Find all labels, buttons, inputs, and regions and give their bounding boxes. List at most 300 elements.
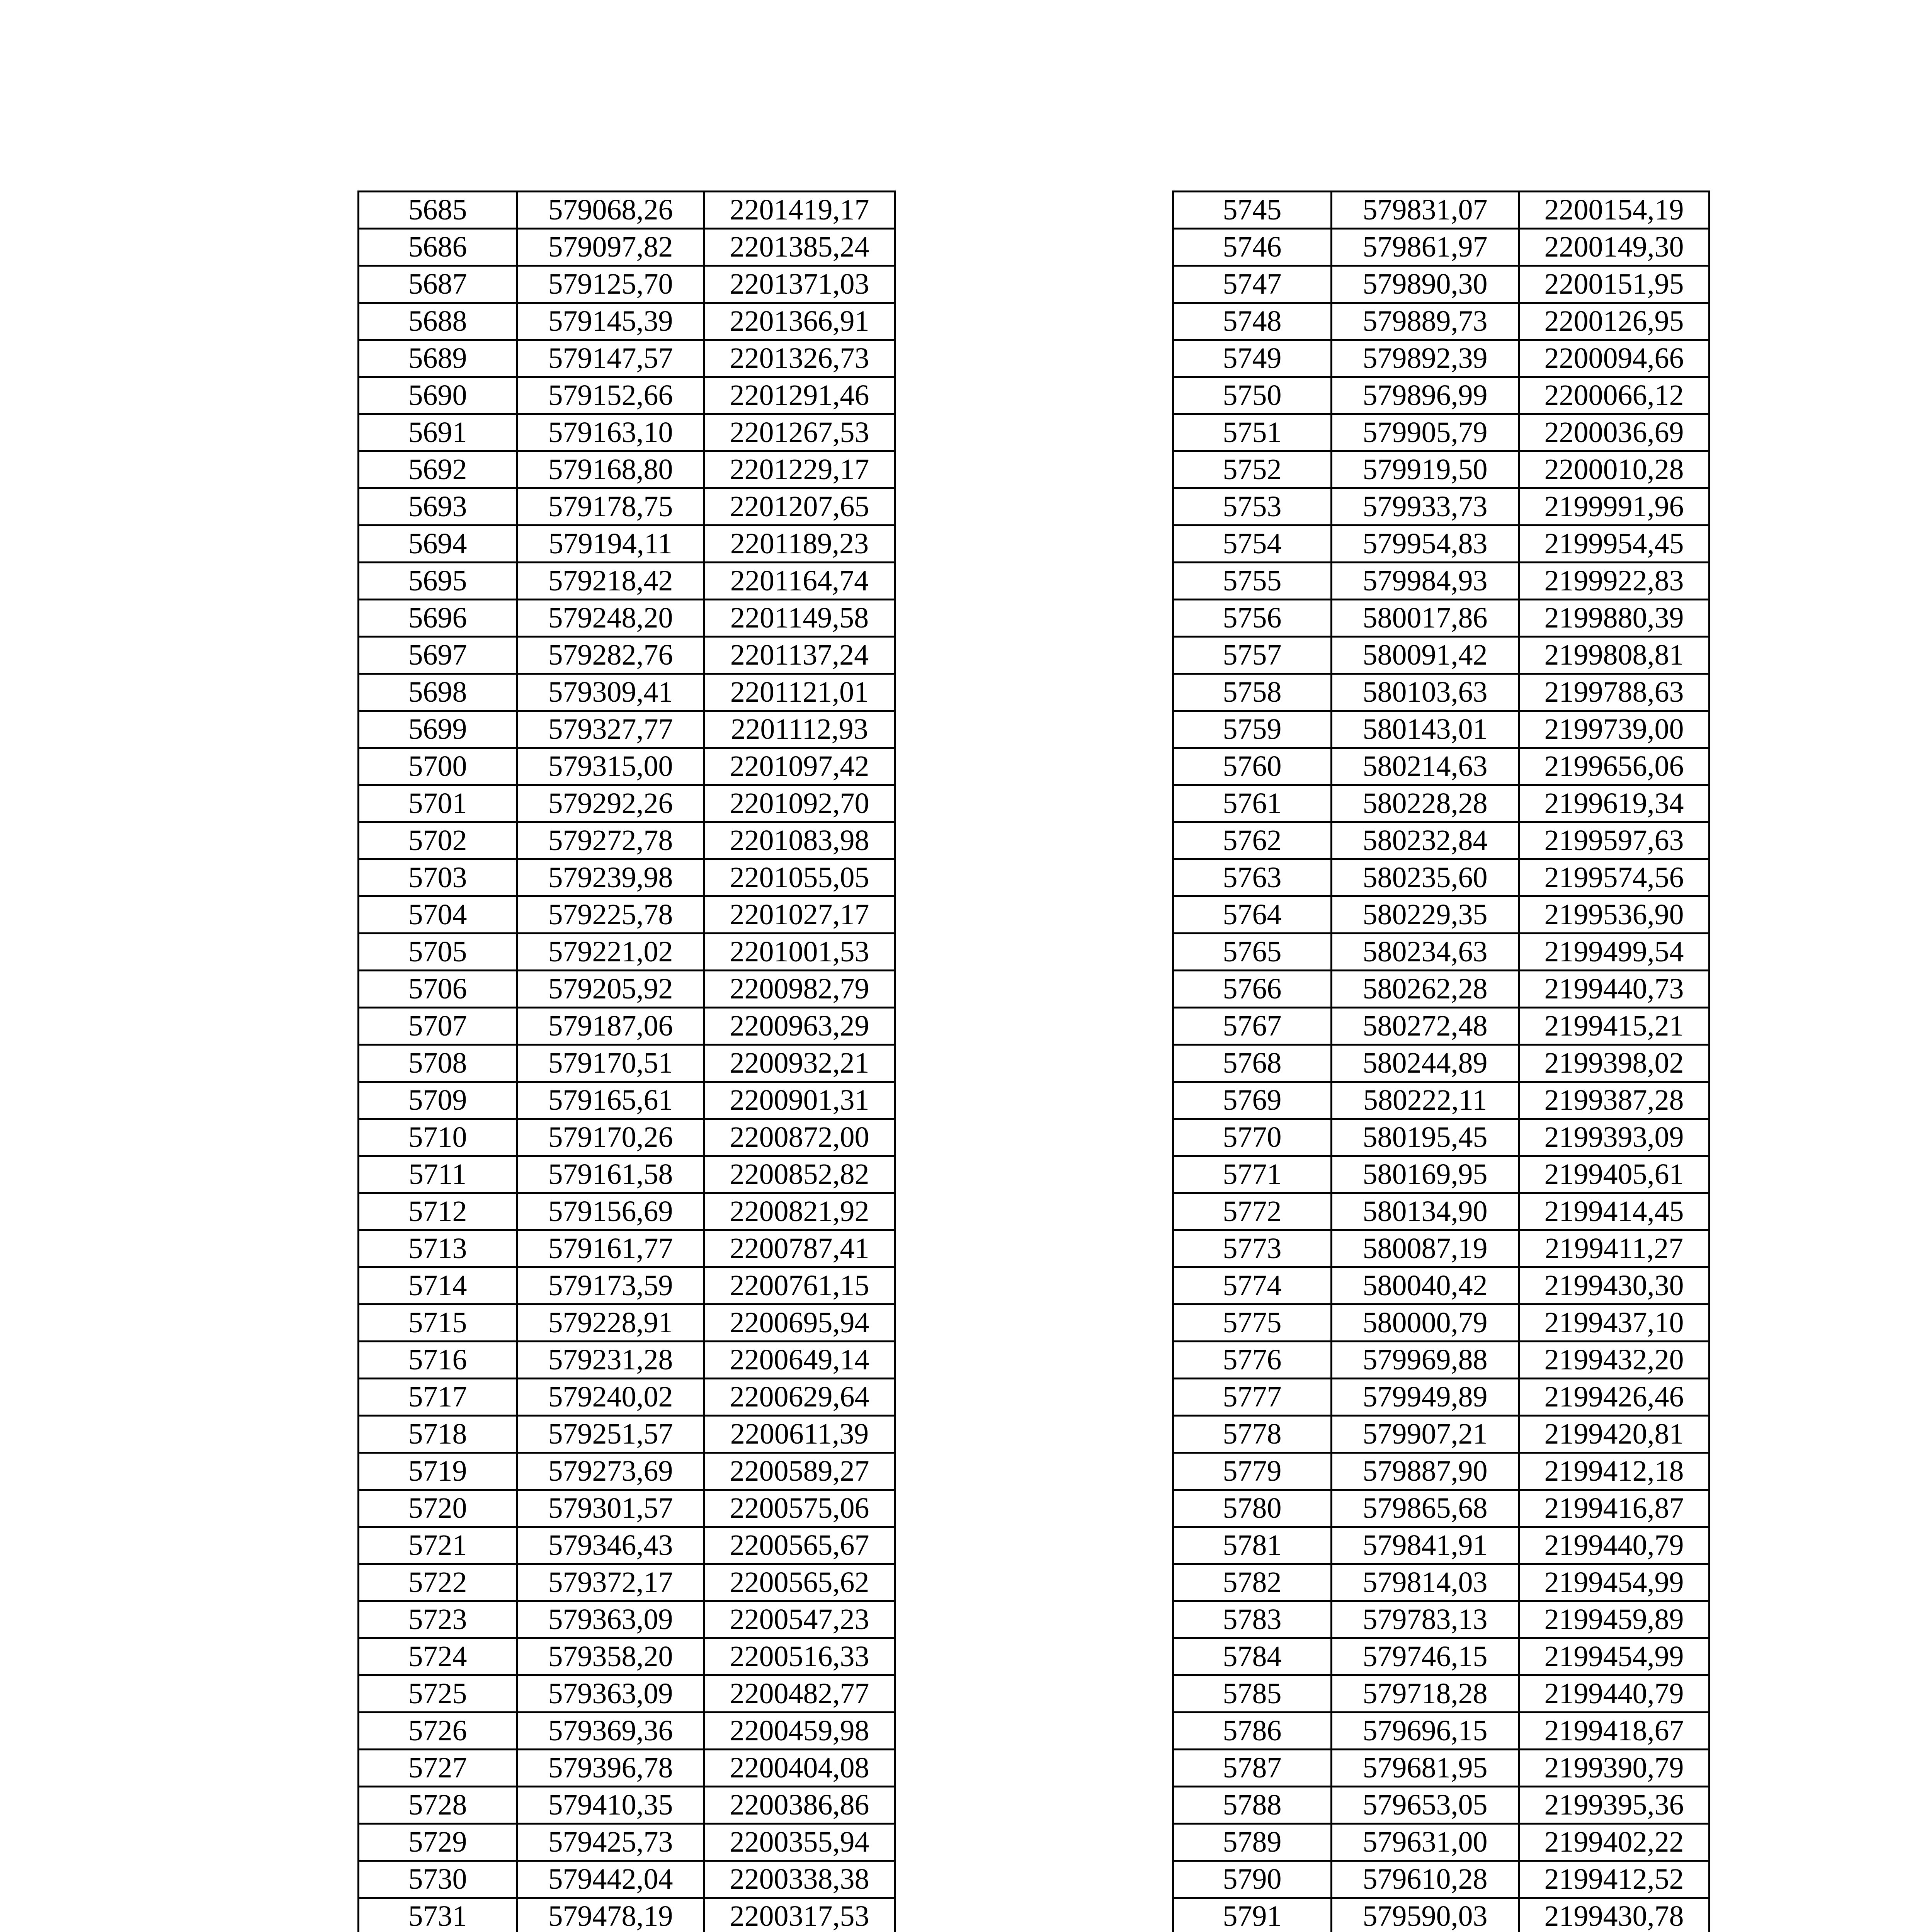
x-coordinate-cell: 579905,79 (1332, 414, 1519, 451)
table-row (1173, 785, 1709, 822)
table-row (359, 1824, 895, 1861)
point-number-cell: 5766 (1173, 971, 1332, 1008)
point-number-cell: 5696 (359, 600, 517, 637)
y-coordinate-cell: 2199454,99 (1519, 1638, 1709, 1675)
y-coordinate-cell: 2200852,82 (704, 1156, 895, 1193)
y-coordinate-cell: 2200821,92 (704, 1193, 895, 1230)
y-coordinate-cell: 2199387,28 (1519, 1082, 1709, 1119)
table-row (1173, 674, 1709, 711)
x-coordinate-cell: 579887,90 (1332, 1453, 1519, 1490)
table-row (359, 1527, 895, 1564)
x-coordinate-cell: 579170,26 (517, 1119, 704, 1156)
x-coordinate-cell: 580229,35 (1332, 896, 1519, 934)
table-row (359, 1564, 895, 1601)
y-coordinate-cell: 2200151,95 (1519, 266, 1709, 303)
point-number-cell: 5783 (1173, 1601, 1332, 1638)
table-row (1173, 748, 1709, 785)
table-row (1173, 488, 1709, 526)
y-coordinate-cell: 2200565,67 (704, 1527, 895, 1564)
y-coordinate-cell: 2201371,03 (704, 266, 895, 303)
x-coordinate-cell: 579309,41 (517, 674, 704, 711)
x-coordinate-cell: 579282,76 (517, 637, 704, 674)
point-number-cell: 5709 (359, 1082, 517, 1119)
y-coordinate-cell: 2201189,23 (704, 526, 895, 563)
y-coordinate-cell: 2199536,90 (1519, 896, 1709, 934)
point-number-cell: 5686 (359, 229, 517, 266)
table-row (1173, 1527, 1709, 1564)
point-number-cell: 5764 (1173, 896, 1332, 934)
table-row (359, 1082, 895, 1119)
point-number-cell: 5702 (359, 822, 517, 859)
x-coordinate-cell: 580232,84 (1332, 822, 1519, 859)
table-row (1173, 896, 1709, 934)
x-coordinate-cell: 579163,10 (517, 414, 704, 451)
y-coordinate-cell: 2199393,09 (1519, 1119, 1709, 1156)
table-row (359, 1119, 895, 1156)
x-coordinate-cell: 579273,69 (517, 1453, 704, 1490)
table-row (359, 896, 895, 934)
y-coordinate-cell: 2199922,83 (1519, 563, 1709, 600)
x-coordinate-cell: 579783,13 (1332, 1601, 1519, 1638)
y-coordinate-cell: 2199405,61 (1519, 1156, 1709, 1193)
x-coordinate-cell: 580091,42 (1332, 637, 1519, 674)
table-row (1173, 934, 1709, 971)
point-number-cell: 5780 (1173, 1490, 1332, 1527)
point-number-cell: 5756 (1173, 600, 1332, 637)
point-number-cell: 5724 (359, 1638, 517, 1675)
x-coordinate-cell: 579187,06 (517, 1008, 704, 1045)
x-coordinate-cell: 580000,79 (1332, 1304, 1519, 1342)
x-coordinate-cell: 579097,82 (517, 229, 704, 266)
x-coordinate-cell: 579147,57 (517, 340, 704, 377)
y-coordinate-cell: 2200010,28 (1519, 451, 1709, 488)
point-number-cell: 5699 (359, 711, 517, 748)
table-row (359, 1045, 895, 1082)
table-row (1173, 1675, 1709, 1713)
point-number-cell: 5703 (359, 859, 517, 896)
y-coordinate-cell: 2199440,73 (1519, 971, 1709, 1008)
y-coordinate-cell: 2200932,21 (704, 1045, 895, 1082)
table-row (359, 1193, 895, 1230)
table-row (1173, 1082, 1709, 1119)
point-number-cell: 5749 (1173, 340, 1332, 377)
x-coordinate-cell: 579718,28 (1332, 1675, 1519, 1713)
point-number-cell: 5717 (359, 1379, 517, 1416)
point-number-cell: 5716 (359, 1342, 517, 1379)
point-number-cell: 5768 (1173, 1045, 1332, 1082)
y-coordinate-cell: 2199398,02 (1519, 1045, 1709, 1082)
y-coordinate-cell: 2200404,08 (704, 1750, 895, 1787)
point-number-cell: 5713 (359, 1230, 517, 1267)
point-number-cell: 5726 (359, 1713, 517, 1750)
y-coordinate-cell: 2199411,27 (1519, 1230, 1709, 1267)
x-coordinate-cell: 579425,73 (517, 1824, 704, 1861)
y-coordinate-cell: 2199415,21 (1519, 1008, 1709, 1045)
table-row (359, 1230, 895, 1267)
point-number-cell: 5693 (359, 488, 517, 526)
x-coordinate-cell: 579396,78 (517, 1750, 704, 1787)
y-coordinate-cell: 2201419,17 (704, 192, 895, 229)
table-row (359, 563, 895, 600)
x-coordinate-cell: 579165,61 (517, 1082, 704, 1119)
point-number-cell: 5782 (1173, 1564, 1332, 1601)
point-number-cell: 5710 (359, 1119, 517, 1156)
y-coordinate-cell: 2200872,00 (704, 1119, 895, 1156)
point-number-cell: 5762 (1173, 822, 1332, 859)
table-row (359, 1379, 895, 1416)
y-coordinate-cell: 2200787,41 (704, 1230, 895, 1267)
x-coordinate-cell: 579168,80 (517, 451, 704, 488)
x-coordinate-cell: 580222,11 (1332, 1082, 1519, 1119)
table-row (359, 1750, 895, 1787)
x-coordinate-cell: 580214,63 (1332, 748, 1519, 785)
x-coordinate-cell: 579363,09 (517, 1675, 704, 1713)
point-number-cell: 5785 (1173, 1675, 1332, 1713)
point-number-cell: 5711 (359, 1156, 517, 1193)
point-number-cell: 5769 (1173, 1082, 1332, 1119)
y-coordinate-cell: 2199954,45 (1519, 526, 1709, 563)
y-coordinate-cell: 2199412,18 (1519, 1453, 1709, 1490)
point-number-cell: 5697 (359, 637, 517, 674)
table-row (359, 1453, 895, 1490)
x-coordinate-cell: 579969,88 (1332, 1342, 1519, 1379)
table-row (1173, 971, 1709, 1008)
point-number-cell: 5746 (1173, 229, 1332, 266)
y-coordinate-cell: 2199619,34 (1519, 785, 1709, 822)
point-number-cell: 5747 (1173, 266, 1332, 303)
table-row (1173, 822, 1709, 859)
table-row (1173, 711, 1709, 748)
x-coordinate-cell: 579896,99 (1332, 377, 1519, 414)
table-row (1173, 229, 1709, 266)
x-coordinate-cell: 579841,91 (1332, 1527, 1519, 1564)
table-row (359, 488, 895, 526)
table-row (1173, 303, 1709, 340)
point-number-cell: 5731 (359, 1898, 517, 1932)
x-coordinate-cell: 579156,69 (517, 1193, 704, 1230)
y-coordinate-cell: 2201121,01 (704, 674, 895, 711)
table-row (1173, 1453, 1709, 1490)
table-row (359, 451, 895, 488)
point-number-cell: 5763 (1173, 859, 1332, 896)
table-row (1173, 1045, 1709, 1082)
y-coordinate-cell: 2199440,79 (1519, 1527, 1709, 1564)
point-number-cell: 5772 (1173, 1193, 1332, 1230)
point-number-cell: 5687 (359, 266, 517, 303)
table-row (1173, 637, 1709, 674)
x-coordinate-cell: 579178,75 (517, 488, 704, 526)
y-coordinate-cell: 2201055,05 (704, 859, 895, 896)
x-coordinate-cell: 579831,07 (1332, 192, 1519, 229)
x-coordinate-cell: 579410,35 (517, 1787, 704, 1824)
y-coordinate-cell: 2200126,95 (1519, 303, 1709, 340)
y-coordinate-cell: 2199416,87 (1519, 1490, 1709, 1527)
point-number-cell: 5774 (1173, 1267, 1332, 1304)
table-row (359, 1861, 895, 1898)
y-coordinate-cell: 2199440,79 (1519, 1675, 1709, 1713)
table-row (359, 1675, 895, 1713)
y-coordinate-cell: 2200761,15 (704, 1267, 895, 1304)
point-number-cell: 5790 (1173, 1861, 1332, 1898)
y-coordinate-cell: 2199418,67 (1519, 1713, 1709, 1750)
table-row (359, 1490, 895, 1527)
x-coordinate-cell: 579225,78 (517, 896, 704, 934)
y-coordinate-cell: 2199414,45 (1519, 1193, 1709, 1230)
x-coordinate-cell: 579248,20 (517, 600, 704, 637)
x-coordinate-cell: 579161,77 (517, 1230, 704, 1267)
y-coordinate-cell: 2201385,24 (704, 229, 895, 266)
x-coordinate-cell: 579372,17 (517, 1564, 704, 1601)
point-number-cell: 5784 (1173, 1638, 1332, 1675)
y-coordinate-cell: 2200516,33 (704, 1638, 895, 1675)
table-row (359, 1156, 895, 1193)
table-row (359, 229, 895, 266)
point-number-cell: 5718 (359, 1416, 517, 1453)
y-coordinate-cell: 2199402,22 (1519, 1824, 1709, 1861)
table-row (359, 1008, 895, 1045)
table-row (1173, 1861, 1709, 1898)
table-row (1173, 1342, 1709, 1379)
table-row (1173, 1713, 1709, 1750)
y-coordinate-cell: 2200589,27 (704, 1453, 895, 1490)
point-number-cell: 5729 (359, 1824, 517, 1861)
table-row (359, 600, 895, 637)
table-row (1173, 1824, 1709, 1861)
y-coordinate-cell: 2199880,39 (1519, 600, 1709, 637)
y-coordinate-cell: 2201097,42 (704, 748, 895, 785)
point-number-cell: 5759 (1173, 711, 1332, 748)
x-coordinate-cell: 579231,28 (517, 1342, 704, 1379)
table-row (359, 1787, 895, 1824)
x-coordinate-cell: 579228,91 (517, 1304, 704, 1342)
point-number-cell: 5690 (359, 377, 517, 414)
point-number-cell: 5779 (1173, 1453, 1332, 1490)
table-row (359, 1601, 895, 1638)
x-coordinate-cell: 579358,20 (517, 1638, 704, 1675)
y-coordinate-cell: 2200154,19 (1519, 192, 1709, 229)
y-coordinate-cell: 2201229,17 (704, 451, 895, 488)
x-coordinate-cell: 579865,68 (1332, 1490, 1519, 1527)
table-row (359, 1638, 895, 1675)
point-number-cell: 5701 (359, 785, 517, 822)
y-coordinate-cell: 2201149,58 (704, 600, 895, 637)
table-row (359, 637, 895, 674)
y-coordinate-cell: 2200094,66 (1519, 340, 1709, 377)
x-coordinate-cell: 579610,28 (1332, 1861, 1519, 1898)
point-number-cell: 5730 (359, 1861, 517, 1898)
point-number-cell: 5689 (359, 340, 517, 377)
y-coordinate-cell: 2199574,56 (1519, 859, 1709, 896)
point-number-cell: 5712 (359, 1193, 517, 1230)
x-coordinate-cell: 579696,15 (1332, 1713, 1519, 1750)
table-row (1173, 1601, 1709, 1638)
point-number-cell: 5752 (1173, 451, 1332, 488)
y-coordinate-cell: 2200565,62 (704, 1564, 895, 1601)
x-coordinate-cell: 580143,01 (1332, 711, 1519, 748)
table-row (1173, 1750, 1709, 1787)
y-coordinate-cell: 2201164,74 (704, 563, 895, 600)
y-coordinate-cell: 2200317,53 (704, 1898, 895, 1932)
table-row (1173, 1230, 1709, 1267)
y-coordinate-cell: 2199656,06 (1519, 748, 1709, 785)
x-coordinate-cell: 579907,21 (1332, 1416, 1519, 1453)
point-number-cell: 5776 (1173, 1342, 1332, 1379)
table-row (1173, 1193, 1709, 1230)
point-number-cell: 5758 (1173, 674, 1332, 711)
point-number-cell: 5760 (1173, 748, 1332, 785)
x-coordinate-cell: 580134,90 (1332, 1193, 1519, 1230)
y-coordinate-cell: 2200036,69 (1519, 414, 1709, 451)
point-number-cell: 5755 (1173, 563, 1332, 600)
x-coordinate-cell: 579205,92 (517, 971, 704, 1008)
y-coordinate-cell: 2199432,20 (1519, 1342, 1709, 1379)
x-coordinate-cell: 579161,58 (517, 1156, 704, 1193)
y-coordinate-cell: 2199739,00 (1519, 711, 1709, 748)
table-row (1173, 1564, 1709, 1601)
point-number-cell: 5788 (1173, 1787, 1332, 1824)
point-number-cell: 5771 (1173, 1156, 1332, 1193)
x-coordinate-cell: 580169,95 (1332, 1156, 1519, 1193)
y-coordinate-cell: 2199597,63 (1519, 822, 1709, 859)
y-coordinate-cell: 2200355,94 (704, 1824, 895, 1861)
y-coordinate-cell: 2201267,53 (704, 414, 895, 451)
table-row (1173, 1119, 1709, 1156)
x-coordinate-cell: 579363,09 (517, 1601, 704, 1638)
x-coordinate-cell: 580103,63 (1332, 674, 1519, 711)
point-number-cell: 5753 (1173, 488, 1332, 526)
x-coordinate-cell: 579590,03 (1332, 1898, 1519, 1932)
point-number-cell: 5787 (1173, 1750, 1332, 1787)
table-row (359, 674, 895, 711)
point-number-cell: 5725 (359, 1675, 517, 1713)
point-number-cell: 5754 (1173, 526, 1332, 563)
x-coordinate-cell: 580244,89 (1332, 1045, 1519, 1082)
point-number-cell: 5722 (359, 1564, 517, 1601)
y-coordinate-cell: 2199430,30 (1519, 1267, 1709, 1304)
x-coordinate-cell: 580262,28 (1332, 971, 1519, 1008)
x-coordinate-cell: 579954,83 (1332, 526, 1519, 563)
point-number-cell: 5685 (359, 192, 517, 229)
x-coordinate-cell: 579221,02 (517, 934, 704, 971)
y-coordinate-cell: 2199430,78 (1519, 1898, 1709, 1932)
table-row (1173, 1787, 1709, 1824)
x-coordinate-cell: 579292,26 (517, 785, 704, 822)
point-number-cell: 5778 (1173, 1416, 1332, 1453)
point-number-cell: 5692 (359, 451, 517, 488)
x-coordinate-cell: 579478,19 (517, 1898, 704, 1932)
x-coordinate-cell: 579984,93 (1332, 563, 1519, 600)
table-row (1173, 1416, 1709, 1453)
y-coordinate-cell: 2200963,29 (704, 1008, 895, 1045)
x-coordinate-cell: 580272,48 (1332, 1008, 1519, 1045)
y-coordinate-cell: 2201027,17 (704, 896, 895, 934)
y-coordinate-cell: 2199788,63 (1519, 674, 1709, 711)
y-coordinate-cell: 2199437,10 (1519, 1304, 1709, 1342)
x-coordinate-cell: 580087,19 (1332, 1230, 1519, 1267)
table-row (1173, 266, 1709, 303)
y-coordinate-cell: 2200575,06 (704, 1490, 895, 1527)
y-coordinate-cell: 2199426,46 (1519, 1379, 1709, 1416)
x-coordinate-cell: 579653,05 (1332, 1787, 1519, 1824)
table-row (359, 971, 895, 1008)
x-coordinate-cell: 579442,04 (517, 1861, 704, 1898)
x-coordinate-cell: 579327,77 (517, 711, 704, 748)
y-coordinate-cell: 2200149,30 (1519, 229, 1709, 266)
x-coordinate-cell: 579239,98 (517, 859, 704, 896)
y-coordinate-cell: 2199808,81 (1519, 637, 1709, 674)
table-row (1173, 1267, 1709, 1304)
y-coordinate-cell: 2201137,24 (704, 637, 895, 674)
point-number-cell: 5751 (1173, 414, 1332, 451)
table-row (1173, 526, 1709, 563)
x-coordinate-cell: 580234,63 (1332, 934, 1519, 971)
table-row (1173, 563, 1709, 600)
y-coordinate-cell: 2200547,23 (704, 1601, 895, 1638)
x-coordinate-cell: 579949,89 (1332, 1379, 1519, 1416)
point-number-cell: 5777 (1173, 1379, 1332, 1416)
y-coordinate-cell: 2199454,99 (1519, 1564, 1709, 1601)
point-number-cell: 5770 (1173, 1119, 1332, 1156)
table-row (1173, 600, 1709, 637)
table-row (1173, 192, 1709, 229)
y-coordinate-cell: 2199499,54 (1519, 934, 1709, 971)
table-row (1173, 1379, 1709, 1416)
table-row (1173, 414, 1709, 451)
table-row (1173, 377, 1709, 414)
y-coordinate-cell: 2201326,73 (704, 340, 895, 377)
point-number-cell: 5727 (359, 1750, 517, 1787)
table-row (359, 934, 895, 971)
x-coordinate-cell: 579814,03 (1332, 1564, 1519, 1601)
point-number-cell: 5789 (1173, 1824, 1332, 1861)
table-row (1173, 1304, 1709, 1342)
table-row (359, 1304, 895, 1342)
table-row (359, 340, 895, 377)
point-number-cell: 5698 (359, 674, 517, 711)
x-coordinate-cell: 580235,60 (1332, 859, 1519, 896)
table-row (359, 303, 895, 340)
point-number-cell: 5720 (359, 1490, 517, 1527)
x-coordinate-cell: 579170,51 (517, 1045, 704, 1082)
table-row (359, 1713, 895, 1750)
point-number-cell: 5728 (359, 1787, 517, 1824)
y-coordinate-cell: 2199420,81 (1519, 1416, 1709, 1453)
point-number-cell: 5775 (1173, 1304, 1332, 1342)
point-number-cell: 5708 (359, 1045, 517, 1082)
y-coordinate-cell: 2199390,79 (1519, 1750, 1709, 1787)
x-coordinate-cell: 579173,59 (517, 1267, 704, 1304)
point-number-cell: 5706 (359, 971, 517, 1008)
x-coordinate-cell: 579746,15 (1332, 1638, 1519, 1675)
x-coordinate-cell: 579346,43 (517, 1527, 704, 1564)
table-row (359, 1342, 895, 1379)
table-row (1173, 1490, 1709, 1527)
coordinate-table-left (357, 190, 896, 1932)
table-row (359, 1267, 895, 1304)
point-number-cell: 5723 (359, 1601, 517, 1638)
y-coordinate-cell: 2199991,96 (1519, 488, 1709, 526)
point-number-cell: 5786 (1173, 1713, 1332, 1750)
point-number-cell: 5700 (359, 748, 517, 785)
table-row (1173, 451, 1709, 488)
y-coordinate-cell: 2201083,98 (704, 822, 895, 859)
x-coordinate-cell: 579152,66 (517, 377, 704, 414)
y-coordinate-cell: 2201092,70 (704, 785, 895, 822)
x-coordinate-cell: 579272,78 (517, 822, 704, 859)
point-number-cell: 5767 (1173, 1008, 1332, 1045)
point-number-cell: 5761 (1173, 785, 1332, 822)
table-row (359, 711, 895, 748)
